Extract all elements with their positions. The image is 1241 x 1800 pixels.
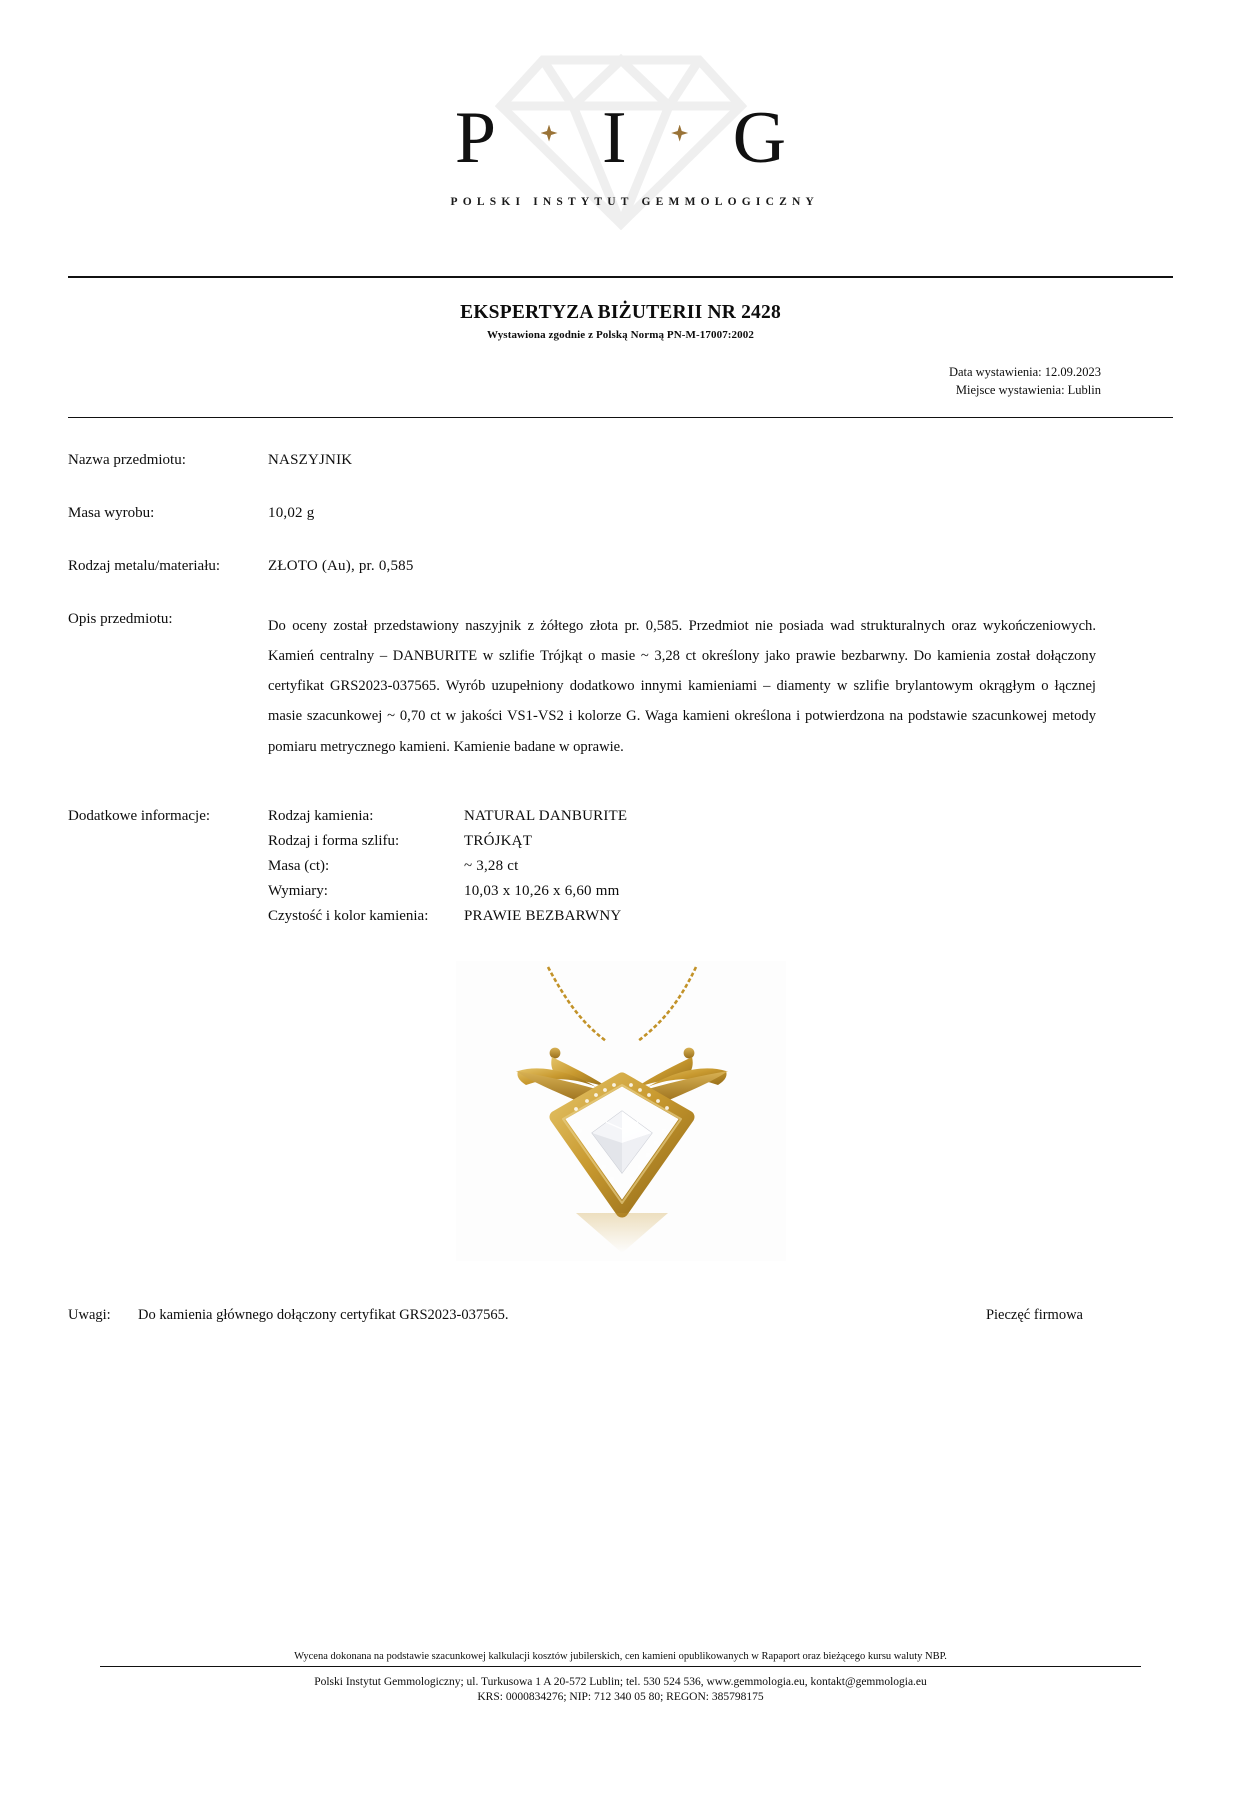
additional-key: Rodzaj kamienia: (268, 807, 374, 824)
field-row-mass (68, 505, 1173, 522)
additional-key: Rodzaj i forma szlifu: (268, 832, 400, 849)
additional-value: 10,03 x 10,26 x 6,60 mm (464, 882, 620, 899)
additional-key: Wymiary: (268, 882, 328, 899)
additional-value: ~ 3,28 ct (464, 857, 519, 874)
logo-diamond-dot-icon-2 (671, 125, 688, 142)
page-subtitle: Wystawiona zgodnie z Polską Normą PN-M-17007:2002 (487, 329, 754, 341)
field-row-metal (68, 558, 1173, 575)
value-description: Do oceny został przedstawiony naszyjnik z żółtego złota pr. 0,585. Przedmiot nie posiada wad strukturalnych oraz wykończeniowych. Kamień centralny – DANBURITE w szlifie Trójkąt o masie ~ 3,28 ct określony jako prawie bezbarwny. Do kamienia został dołączony certyfikat GRS2023-037565. Wyrób uzupełniony dodatkowo innymi kamieniami – diamenty w szlifie brylantowym okrągłym o łącznej masie szacunkowej ~ 0,70 ct w jakości VS1-VS2 i kolorze G. Waga kamieni określona i potwierdzona na podstawie szacunkowej metody pomiaru metrycznego kamieni. Kamienie badane w oprawie. (268, 618, 1096, 755)
additional-value: TRÓJKĄT (464, 832, 533, 849)
logo-letter-i: I (602, 97, 627, 180)
issue-meta (0, 363, 1101, 399)
table-row (268, 908, 627, 925)
table-row (268, 808, 627, 825)
pig-logo (450, 46, 819, 236)
additional-value: PRAWIE BEZBARWNY (464, 907, 622, 924)
logo-letter-g: G (732, 97, 787, 180)
additional-key: Masa (ct): (268, 857, 330, 874)
label-item-name: Nazwa przedmiotu: (68, 452, 186, 469)
value-remarks: Do kamienia głównego dołączony certyfikat GRS2023-037565. (138, 1306, 509, 1323)
label-additional-info: Dodatkowe informacje: (68, 807, 211, 824)
table-row (268, 833, 627, 850)
value-item-name: NASZYJNIK (268, 452, 353, 469)
label-remarks: Uwagi: (68, 1306, 111, 1323)
table-row (268, 883, 627, 900)
necklace-photo-illustration (456, 961, 786, 1261)
value-item-mass: 10,02 g (268, 505, 315, 522)
additional-info-section (68, 808, 1173, 933)
page-title: EKSPERTYZA BIŻUTERII NR 2428 (460, 302, 781, 323)
field-row-name (68, 452, 1173, 469)
additional-key: Czystość i kolor kamienia: (268, 907, 429, 924)
document-header (0, 46, 1241, 276)
certificate-page (0, 46, 1241, 1800)
issue-place: Miejsce wystawienia: Lublin (955, 383, 1101, 398)
header-divider (68, 276, 1173, 278)
value-metal-type: ZŁOTO (Au), pr. 0,585 (268, 558, 414, 575)
footer-address: Polski Instytut Gemmologiczny; ul. Turkusowa 1 A 20-572 Lublin; tel. 530 524 536, www.gemmologia.eu, kontakt@gemmologia.eu (314, 1675, 927, 1688)
footer-valuation-note: Wycena dokonana na podstawie szacunkowej kalkulacji kosztów jubilerskich, cen kamieni opublikowanych w Rapaport oraz bieżącego kursu waluty NBP. (294, 1650, 947, 1662)
fields-section (68, 452, 1173, 932)
label-item-mass: Masa wyrobu: (68, 505, 155, 522)
label-description: Opis przedmiotu: (68, 611, 173, 628)
remarks-section (68, 1307, 1173, 1324)
table-row (268, 858, 627, 875)
title-block (0, 302, 1241, 341)
logo-diamond-dot-icon (541, 125, 558, 142)
footer-divider (100, 1666, 1141, 1667)
jewellery-photo (456, 961, 786, 1261)
issue-date: Data wystawienia: 12.09.2023 (948, 365, 1101, 379)
label-metal-type: Rodzaj metalu/materiału: (68, 558, 221, 575)
additional-value: NATURAL DANBURITE (464, 807, 628, 824)
additional-info-table (268, 808, 627, 933)
logo-lettermark (451, 94, 791, 180)
label-company-stamp: Pieczęć firmowa (985, 1306, 1083, 1323)
logo-subtitle: POLSKI INSTYTUT GEMMOLOGICZNY (450, 196, 819, 208)
field-row-description (68, 611, 1173, 761)
document-footer (0, 1651, 1241, 1706)
logo-letter-p: P (454, 97, 497, 180)
meta-divider (68, 417, 1173, 418)
footer-registry: KRS: 0000834276; NIP: 712 340 05 80; REGON: 385798175 (477, 1691, 764, 1704)
